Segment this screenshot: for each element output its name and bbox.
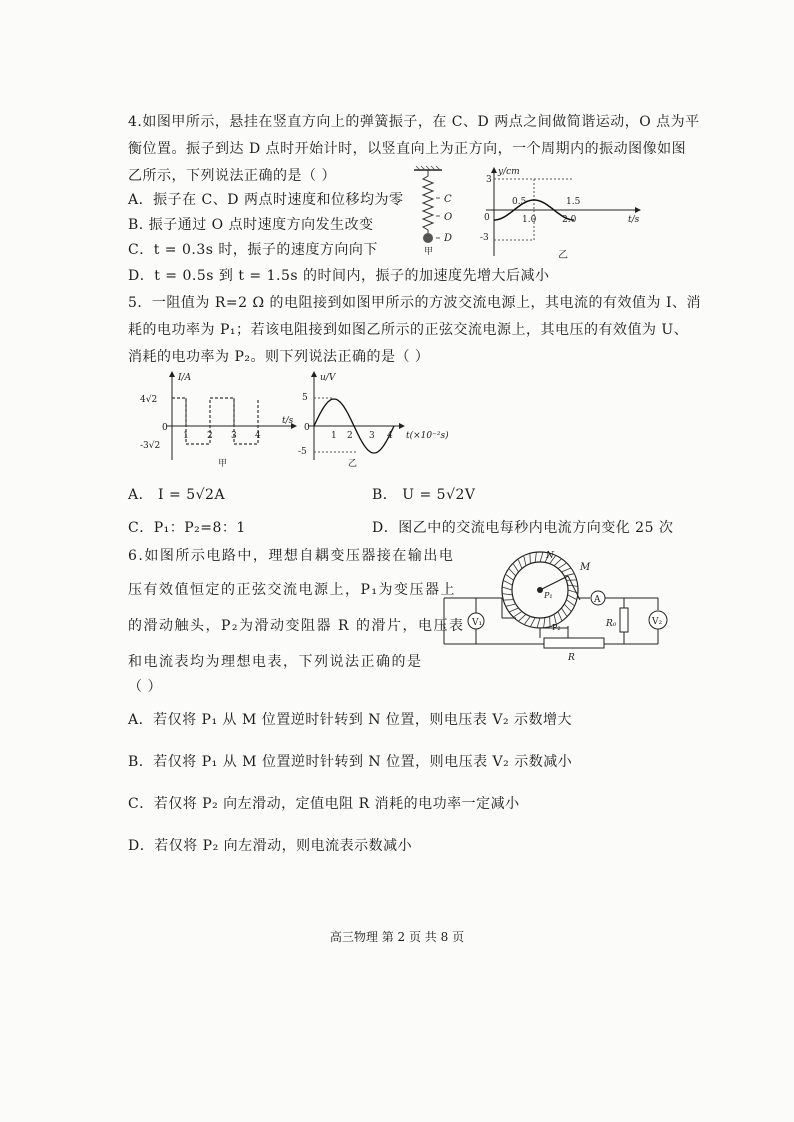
q6-stem-line-4: 和电流表均为理想电表，下列说法正确的是 <box>128 654 423 670</box>
q6-stem-line-3: 的滑动触头，P₂为滑动变阻器 R 的滑片，电压表 <box>128 618 465 634</box>
toroid-winding <box>544 618 545 628</box>
q4-graph-xlabel: t/s <box>628 215 640 225</box>
q5a-tick-2: 2 <box>207 431 213 441</box>
q6-voltmeter-v2: V₂ <box>652 617 663 627</box>
q6-label-m: M <box>580 562 591 573</box>
toroid-winding <box>558 563 567 569</box>
q5a-caption: 甲 <box>218 459 228 468</box>
toroid-winding <box>509 608 519 612</box>
q5-option-a: A． I = 5√2A <box>128 487 226 503</box>
q4-spring-figure <box>412 164 468 256</box>
q5-option-b: B． U = 5√2V <box>372 487 476 503</box>
q4-graph-yneg: -3 <box>480 233 489 243</box>
toroid-winding <box>554 559 562 566</box>
q6-label-r: R <box>568 653 575 663</box>
q5b-tick-1: 1 <box>331 431 337 441</box>
toroid-winding <box>564 604 571 612</box>
toroid-winding <box>530 553 531 563</box>
q6-stem-line-2: 压有效值恒定的正弦交流电源上，P₁为变压器上 <box>128 582 457 598</box>
toroid-winding <box>503 580 512 585</box>
q5-stem-line-2: 耗的电功率为 P₁；若该电阻接到如图乙所示的正弦交流电源上，其电压的有效值为 U、 <box>128 322 689 338</box>
toroid-winding <box>513 611 522 617</box>
q5a-yneg: -3√2 <box>140 441 161 451</box>
toroid-winding <box>564 574 574 576</box>
q6-circuit-figure <box>440 548 672 664</box>
q5b-caption: 乙 <box>348 459 358 468</box>
q4-stem-line-2: 衡位置。振子到达 D 点时开始计时，以竖直向上为正方向，一个周期内的振动图像如图 <box>128 141 687 157</box>
q5a-tick-4: 4 <box>255 431 261 441</box>
q5b-yneg: -5 <box>298 447 307 457</box>
q6-stem-line-1: 6.如图所示电路中，理想自耦变压器接在输出电 <box>128 548 455 564</box>
q5b-origin: 0 <box>304 423 310 433</box>
q4-option-c: C．t = 0.3s 时，振子的速度方向向下 <box>128 242 378 258</box>
q5b-tick-3: 3 <box>369 431 375 441</box>
toroid-winding <box>535 552 536 562</box>
q4-option-d: D．t = 0.5s 到 t = 1.5s 的时间内，振子的加速度先增大后减小 <box>128 268 550 284</box>
q4-fig-jia-caption: 甲 <box>424 247 434 256</box>
toroid-winding <box>502 594 512 595</box>
q6-voltmeter-v1: V₁ <box>472 618 483 628</box>
q5-option-d: D．图乙中的交流电每秒内电流方向变化 25 次 <box>372 520 674 536</box>
q6-option-a: A．若仅将 P₁ 从 M 位置逆时针转到 N 位置，则电压表 V₂ 示数增大 <box>128 712 573 728</box>
q5b-ypos: 5 <box>302 393 308 403</box>
q5a-tick-1: 1 <box>183 431 189 441</box>
toroid-winding <box>561 608 567 617</box>
toroid-winding <box>503 600 513 601</box>
q6-option-c: C．若仅将 P₂ 向左滑动，定值电阻 R 消耗的电功率一定减小 <box>128 796 520 812</box>
toroid-winding <box>513 563 519 572</box>
toroid-winding <box>558 611 562 621</box>
toroid-winding <box>524 616 530 624</box>
toroid-winding <box>509 568 516 576</box>
toroid-winding <box>550 616 551 626</box>
q5a-tick-3: 3 <box>231 431 237 441</box>
q4-tick-0-5: 0.5 <box>512 197 527 207</box>
toroid-winding <box>502 587 512 590</box>
q4-stem-line-1: 4.如图甲所示，悬挂在竖直方向上的弹簧振子，在 C、D 两点之间做简谐运动，O 点为平 <box>128 114 700 130</box>
toroid-winding <box>568 595 577 600</box>
q4-option-b: B. 振子通过 O 点时速度方向发生改变 <box>128 217 374 233</box>
toroid-winding <box>540 552 543 562</box>
q4-option-a: A．振子在 C、D 两点时速度和位移均为零 <box>128 192 404 208</box>
q5b-tick-2: 2 <box>347 431 353 441</box>
q5b-xlabel: t(×10⁻²s) <box>406 431 449 441</box>
q4-tick-2-0: 2.0 <box>562 215 577 225</box>
toroid-winding <box>566 600 574 606</box>
q4-tick-1-0: 1.0 <box>522 215 537 225</box>
q4-graph-origin: 0 <box>484 213 490 223</box>
q6-ammeter-a: A <box>594 595 601 605</box>
toroid-winding <box>566 580 576 581</box>
q4-fig-yi-caption: 乙 <box>558 250 568 261</box>
toroid-winding <box>518 559 522 569</box>
q5-square-wave-figure <box>140 368 300 468</box>
q5b-ylabel: u/V <box>320 373 336 383</box>
q6-option-d: D．若仅将 P₂ 向左滑动，则电流表示数减小 <box>128 838 413 854</box>
q4-graph-ylabel: y/cm <box>498 167 520 177</box>
toroid-winding <box>561 568 571 572</box>
toroid-winding <box>537 618 540 628</box>
toroid-winding <box>524 556 526 566</box>
q5a-xlabel: t/s <box>282 416 294 426</box>
q6-label-r0: R₀ <box>606 619 617 629</box>
q6-label-p1: P₁ <box>544 591 553 600</box>
q4-label-d: D <box>444 233 453 244</box>
q6-label-n: N <box>546 551 554 561</box>
toroid-winding <box>518 614 526 621</box>
q4-label-o: O <box>444 212 453 223</box>
q4-graph-ypos: 3 <box>486 175 492 185</box>
q6-label-p2: P₂ <box>552 623 561 632</box>
toroid-winding <box>506 604 516 606</box>
q5b-tick-4: 4 <box>387 431 393 441</box>
toroid-winding <box>530 618 535 627</box>
q5-option-c: C．P₁：P₂=8：1 <box>128 520 246 536</box>
page-footer: 高三物理 第 2 页 共 8 页 <box>329 930 465 944</box>
q5a-ylabel: I/A <box>178 373 192 383</box>
q5-stem-line-3: 消耗的电功率为 P₂。则下列说法正确的是（ ） <box>128 349 430 365</box>
q4-stem-line-3: 乙所示，下列说法正确的是（ ） <box>128 168 336 184</box>
q5a-origin: 0 <box>162 423 168 433</box>
q5a-ypos: 4√2 <box>140 395 158 405</box>
q4-tick-1-5: 1.5 <box>566 197 581 207</box>
q6-option-b: B．若仅将 P₁ 从 M 位置逆时针转到 N 位置，则电压表 V₂ 示数减小 <box>128 754 573 770</box>
q5-sine-wave-figure <box>296 368 486 468</box>
q4-label-c: C <box>444 194 452 205</box>
q6-stem-line-5: （ ） <box>128 679 162 695</box>
toroid-winding <box>505 574 513 580</box>
q5-stem-line-1: 5．一阻值为 R=2 Ω 的电阻接到如图甲所示的方波交流电源上，其电流的有效值为 I、消 <box>128 295 702 311</box>
q4-vibration-graph <box>478 164 646 262</box>
